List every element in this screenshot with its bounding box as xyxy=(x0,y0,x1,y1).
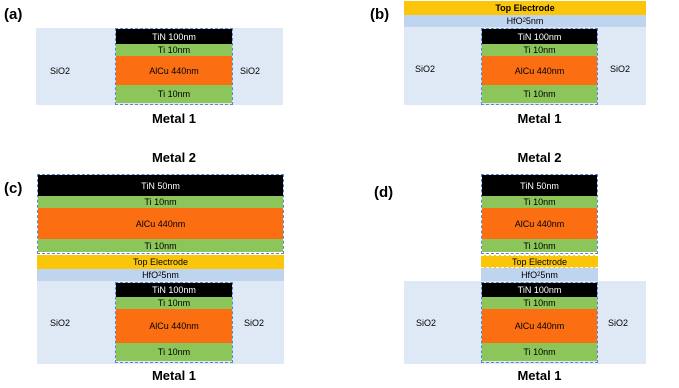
sio2-label-b-left: SiO2 xyxy=(415,64,436,74)
ti-10nm-layer: Ti 10nm xyxy=(482,44,597,56)
sio2-label-b-right: SiO2 xyxy=(610,64,631,74)
sio2-label-d-right: SiO2 xyxy=(608,318,629,328)
metal1-label-c: Metal 1 xyxy=(151,368,197,383)
alcu-440nm-layer: AlCu 440nm xyxy=(482,56,597,85)
ti-10nm-bottom-layer: Ti 10nm xyxy=(482,239,597,252)
metal1-label-d: Metal 1 xyxy=(517,368,562,383)
ti-10nm-bottom-layer: Ti 10nm xyxy=(482,85,597,103)
ti-10nm-layer: Ti 10nm xyxy=(116,44,232,56)
alcu-440nm-layer: AlCu 440nm xyxy=(482,208,597,239)
metal1-label-b: Metal 1 xyxy=(517,111,562,126)
ti-10nm-layer: Ti 10nm xyxy=(482,196,597,208)
top-electrode-layer-c: Top Electrode xyxy=(37,255,284,269)
panel-label-d: (d) xyxy=(374,184,394,201)
ti-10nm-bottom-layer: Ti 10nm xyxy=(482,343,597,361)
metal2-stack-c xyxy=(37,174,284,254)
ti-10nm-layer: Ti 10nm xyxy=(38,196,283,208)
tin-100nm-layer: TiN 100nm xyxy=(482,283,597,297)
tin-100nm-layer: TiN 100nm xyxy=(116,283,232,297)
sio2-label-d-left: SiO2 xyxy=(416,318,437,328)
panel-label-b: (b) xyxy=(370,6,390,23)
tin-50nm-layer: TiN 50nm xyxy=(38,175,283,196)
metal1-stack-d xyxy=(481,282,598,363)
panel-label-a: (a) xyxy=(4,6,23,23)
alcu-440nm-layer: AlCu 440nm xyxy=(482,309,597,343)
sio2-label-a-right: SiO2 xyxy=(240,66,261,76)
tin-50nm-layer: TiN 50nm xyxy=(482,175,597,196)
ti-10nm-bottom-layer: Ti 10nm xyxy=(38,239,283,252)
metal1-stack-a xyxy=(115,28,233,105)
tin-100nm-layer: TiN 100nm xyxy=(116,29,232,44)
alcu-440nm-layer: AlCu 440nm xyxy=(116,309,232,343)
top-electrode-layer-d: Top Electrode xyxy=(481,255,598,268)
ti-10nm-layer: Ti 10nm xyxy=(116,297,232,309)
hfo2-layer-b: HfO 2 5nm xyxy=(404,15,646,27)
hfo2-layer-d: HfO 2 5nm xyxy=(481,268,598,281)
hfo2-layer-c: HfO 2 5nm xyxy=(37,269,284,281)
tin-100nm-layer: TiN 100nm xyxy=(482,29,597,44)
sio2-label-c-left: SiO2 xyxy=(50,318,71,328)
metal2-label-d: Metal 2 xyxy=(517,150,562,165)
metal2-stack-d xyxy=(481,174,598,254)
metal1-stack-c xyxy=(115,282,233,363)
alcu-440nm-layer: AlCu 440nm xyxy=(38,208,283,239)
ti-10nm-bottom-layer: Ti 10nm xyxy=(116,85,232,103)
ti-10nm-layer: Ti 10nm xyxy=(482,297,597,309)
metal2-label-c: Metal 2 xyxy=(151,150,197,165)
alcu-440nm-layer: AlCu 440nm xyxy=(116,56,232,85)
metal1-stack-b xyxy=(481,28,598,105)
top-electrode-layer-b: Top Electrode xyxy=(404,1,646,15)
panel-label-c: (c) xyxy=(4,180,23,197)
metal1-label-a: Metal 1 xyxy=(151,111,197,126)
sio2-label-c-right: SiO2 xyxy=(244,318,265,328)
sio2-label-a-left: SiO2 xyxy=(50,66,71,76)
ti-10nm-bottom-layer: Ti 10nm xyxy=(116,343,232,361)
